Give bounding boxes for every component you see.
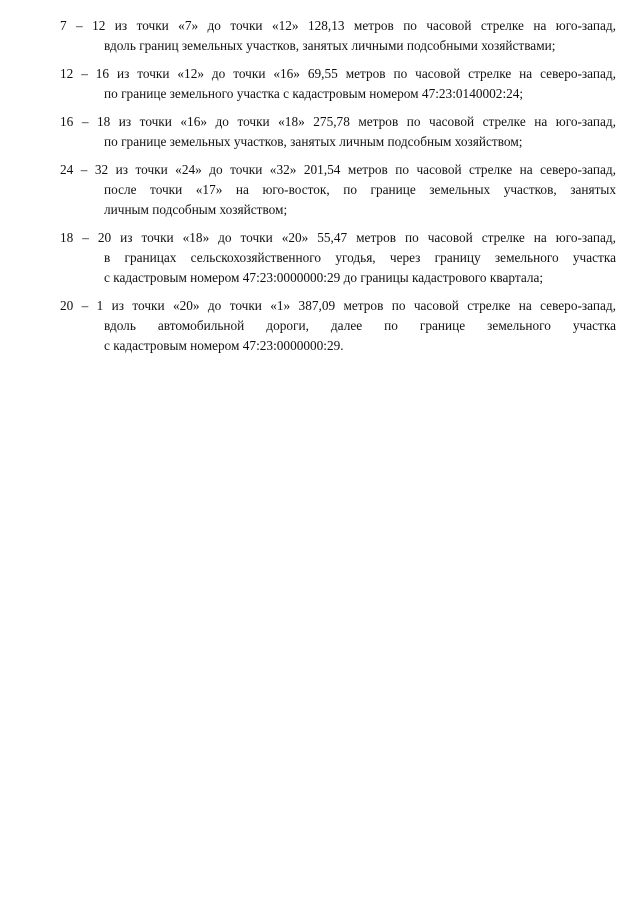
segment-continuation-line: вдоль автомобильной дороги, далее по границе земельного участка	[104, 318, 616, 333]
segment-continuation-line: по границе земельных участков, занятых личным подсобным хозяйством;	[104, 134, 523, 149]
segment-continuation-line: по границе земельного участка с кадастровым номером 47:23:0140002:24;	[104, 86, 524, 101]
boundary-segment-18-20	[60, 228, 616, 288]
segment-continuation-line: личным подсобным хозяйством;	[104, 202, 288, 217]
segment-heading-line: 18 – 20 из точки «18» до точки «20» 55,47 метров по часовой стрелке на юго-запад,	[60, 230, 616, 245]
segment-heading-line: 7 – 12 из точки «7» до точки «12» 128,13 метров по часовой стрелке на юго-запад,	[60, 18, 616, 33]
boundary-segment-20-1	[60, 296, 616, 356]
boundary-description-list	[60, 16, 616, 364]
segment-heading-line: 24 – 32 из точки «24» до точки «32» 201,54 метров по часовой стрелке на северо-запад,	[60, 162, 616, 177]
boundary-segment-16-18	[60, 112, 616, 152]
segment-continuation-line: в границах сельскохозяйственного угодья, через границу земельного участка	[104, 250, 616, 265]
boundary-segment-24-32	[60, 160, 616, 220]
segment-heading-line: 20 – 1 из точки «20» до точки «1» 387,09 метров по часовой стрелке на северо-запад,	[60, 298, 616, 313]
segment-continuation-line: после точки «17» на юго-восток, по границе земельных участков, занятых	[104, 182, 616, 197]
segment-heading-line: 12 – 16 из точки «12» до точки «16» 69,55 метров по часовой стрелке на северо-запад,	[60, 66, 616, 81]
boundary-segment-12-16	[60, 64, 616, 104]
segment-continuation-line: с кадастровым номером 47:23:0000000:29 до границы кадастрового квартала;	[104, 270, 544, 285]
segment-continuation-line: с кадастровым номером 47:23:0000000:29.	[104, 338, 344, 353]
segment-heading-line: 16 – 18 из точки «16» до точки «18» 275,78 метров по часовой стрелке на юго-запад,	[60, 114, 616, 129]
boundary-segment-7-12	[60, 16, 616, 56]
segment-continuation-line: вдоль границ земельных участков, занятых личными подсобными хозяйствами;	[104, 38, 556, 53]
